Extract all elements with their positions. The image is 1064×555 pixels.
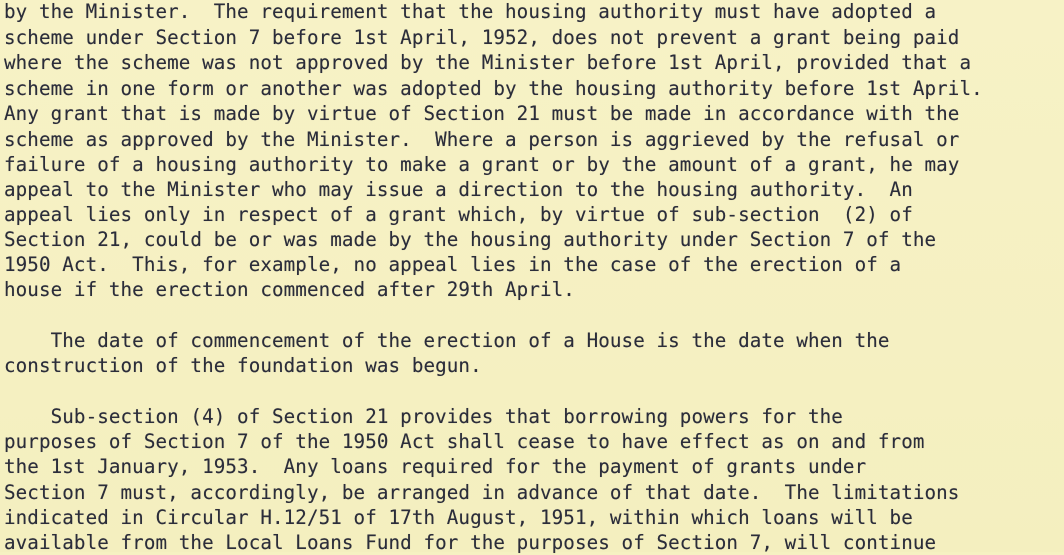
text-line: by the Minister. The requirement that the housing authority must have adopted a (4, 0, 937, 23)
text-line: construction of the foundation was begun. (4, 354, 482, 377)
text-line: where the scheme was not approved by the Minister before 1st April, provided that a (4, 51, 972, 74)
text-line: house if the erection commenced after 29th April. (4, 278, 575, 301)
text-line: scheme in one form or another was adopted by the housing authority before 1st April. (4, 77, 983, 100)
text-line: appeal lies only in respect of a grant which, by virtue of sub-section (2) of (4, 203, 913, 226)
text-line: appeal to the Minister who may issue a direction to the housing authority. An (4, 178, 913, 201)
text-line: available from the Local Loans Fund for the purposes of Section 7, will continue (4, 531, 937, 554)
text-line: scheme as approved by the Minister. Where a person is aggrieved by the refusal or (4, 128, 960, 151)
text-line: Sub-section (4) of Section 21 provides that borrowing powers for the (4, 405, 843, 428)
text-line: Any grant that is made by virtue of Section 21 must be made in accordance with the (4, 102, 960, 125)
text-line: purposes of Section 7 of the 1950 Act shall cease to have effect as on and from (4, 430, 925, 453)
text-line: scheme under Section 7 before 1st April, 1952, does not prevent a grant being paid (4, 26, 960, 49)
text-line: Section 7 must, accordingly, be arranged in advance of that date. The limitations (4, 481, 960, 504)
text-line: indicated in Circular H.12/51 of 17th August, 1951, within which loans will be (4, 506, 913, 529)
text-line: 1950 Act. This, for example, no appeal lies in the case of the erection of a (4, 253, 902, 276)
text-line: failure of a housing authority to make a grant or by the amount of a grant, he may (4, 153, 960, 176)
text-line: Section 21, could be or was made by the housing authority under Section 7 of the (4, 228, 937, 251)
text-line: the 1st January, 1953. Any loans required for the payment of grants under (4, 455, 867, 478)
text-line: The date of commencement of the erection of a House is the date when the (4, 329, 890, 352)
